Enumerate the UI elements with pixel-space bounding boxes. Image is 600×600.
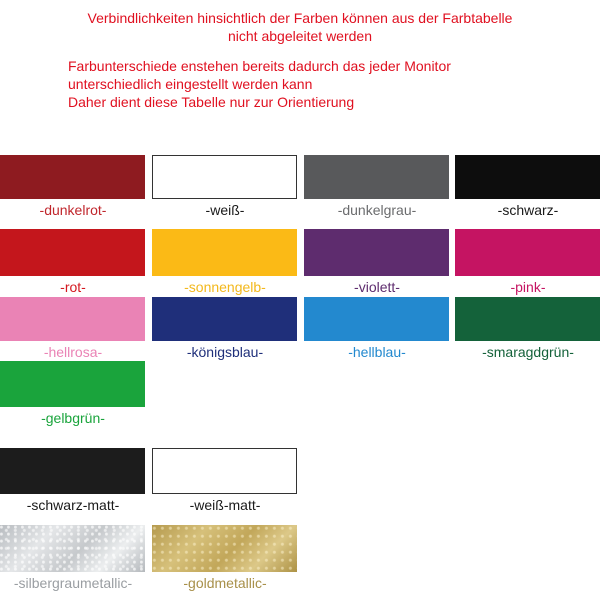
- swatch-label-pink: -pink-: [510, 279, 546, 295]
- swatch-label-hellrosa: -hellrosa-: [43, 344, 103, 360]
- swatch-label-violett: -violett-: [354, 279, 400, 295]
- swatch-schwarz: [455, 155, 600, 199]
- swatch-weiss-matt: [152, 448, 297, 494]
- swatch-schwarz-matt: [0, 448, 145, 494]
- swatch-weiss: [152, 155, 297, 199]
- swatch-hellrosa: [0, 297, 145, 341]
- swatch-label-weiss: -weiß-: [205, 202, 245, 218]
- notice-line-5: Daher dient diese Tabelle nur zur Orientierung: [68, 94, 355, 110]
- swatch-rot: [0, 229, 145, 276]
- swatch-goldmetallic: [152, 525, 297, 572]
- notice-line-1: Verbindlichkeiten hinsichtlich der Farben können aus der Farbtabelle: [87, 10, 513, 26]
- swatch-label-koenigsblau: -königsblau-: [186, 344, 264, 360]
- notice-line-4: unterschiedlich eingestellt werden kann: [68, 76, 313, 92]
- swatch-label-smaragdgruen: -smaragdgrün-: [482, 344, 574, 360]
- swatch-label-gelbgruen: -gelbgrün-: [41, 410, 105, 426]
- swatch-dunkelrot: [0, 155, 145, 199]
- swatch-label-weiss-matt: -weiß-matt-: [189, 497, 261, 513]
- swatch-gelbgruen: [0, 361, 145, 407]
- swatch-label-schwarz-matt: -schwarz-matt-: [26, 497, 120, 513]
- swatch-silbergraumetallic: [0, 525, 145, 572]
- swatch-pink: [455, 229, 600, 276]
- swatch-label-rot: -rot-: [60, 279, 86, 295]
- swatch-violett: [304, 229, 449, 276]
- swatch-hellblau: [304, 297, 449, 341]
- swatch-koenigsblau: [152, 297, 297, 341]
- swatch-label-silbergraumetallic: -silbergraumetallic-: [13, 575, 133, 591]
- swatch-dunkelgrau: [304, 155, 449, 199]
- swatch-label-dunkelrot: -dunkelrot-: [39, 202, 107, 218]
- swatch-label-dunkelgrau: -dunkelgrau-: [337, 202, 417, 218]
- notice-line-3: Farbunterschiede enstehen bereits dadurch das jeder Monitor: [68, 58, 451, 74]
- swatch-label-sonnengelb: -sonnengelb-: [184, 279, 266, 295]
- notice-line-2: nicht abgeleitet werden: [228, 28, 372, 44]
- swatch-sonnengelb: [152, 229, 297, 276]
- swatch-smaragdgruen: [455, 297, 600, 341]
- swatch-label-schwarz: -schwarz-: [497, 202, 559, 218]
- swatch-label-goldmetallic: -goldmetallic-: [183, 575, 267, 591]
- swatch-label-hellblau: -hellblau-: [348, 344, 406, 360]
